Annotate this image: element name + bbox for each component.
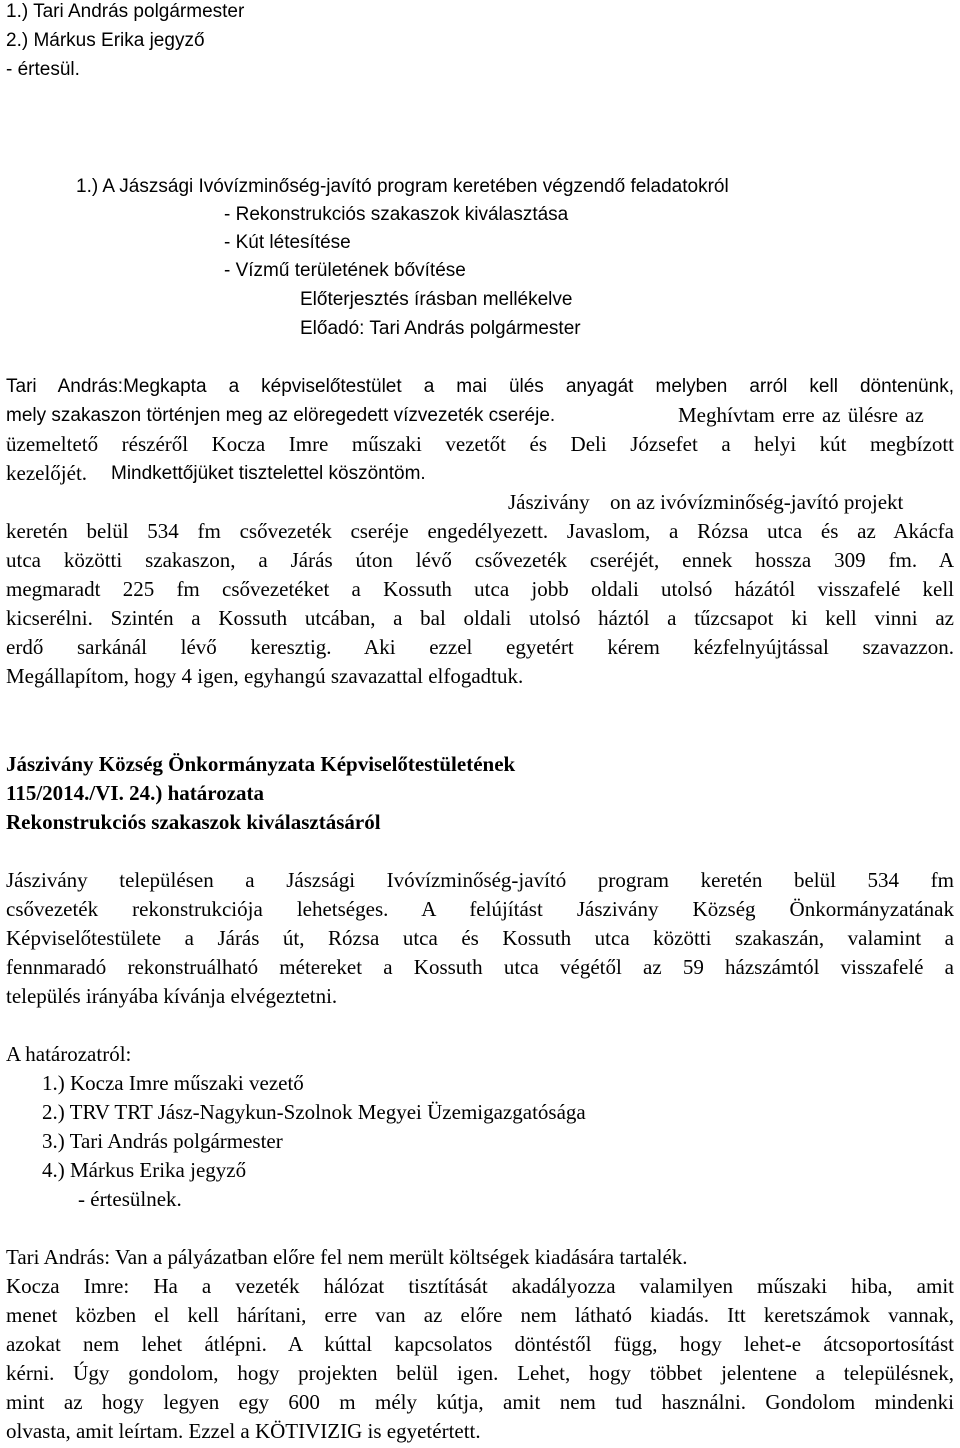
agenda-item: - Rekonstrukciós szakaszok kiválasztása — [224, 204, 569, 225]
agenda-item: - Vízmű területének bővítése — [224, 260, 466, 281]
speech-line: utca közötti szakaszon, a Járás úton lévő csővezeték cseréjét, ennek hossza 309 fm. A — [6, 548, 954, 572]
speech-line: mely szakaszon történjen meg az elöregedett vízvezeték cseréje. — [6, 405, 556, 426]
agenda-item: - Kút létesítése — [224, 232, 351, 253]
speech-line: megmaradt 225 fm csővezetéket a Kossuth utca jobb oldali utolsó házától visszafelé kell — [6, 577, 954, 601]
speech-line: Meghívtam erre az ülésre az — [678, 403, 924, 427]
discussion-line: Tari András: Van a pályázatban előre fel nem merült költségek kiadására tartalék. — [6, 1245, 688, 1269]
speech-line: Megállapítom, hogy 4 igen, egyhangú szavazattal elfogadtuk. — [6, 664, 524, 688]
notify-item: 4.) Márkus Erika jegyző — [42, 1158, 247, 1182]
speech-line: Mindkettőjüket tisztelettel köszöntöm. — [111, 463, 426, 484]
notify-item: 3.) Tari András polgármester — [42, 1129, 283, 1153]
agenda-title: 1.) A Jászsági Ivóvízminőség-javító program keretében végzendő feladatokról — [76, 176, 729, 197]
resolution-body-line: fennmaradó rekonstruálható métereket a Kossuth utca végétől az 59 házszámtól visszafelé a — [6, 955, 954, 979]
recipient-line: 1.) Tari András polgármester — [6, 1, 245, 22]
speech-line: erdő sarkánál lévő keresztig. Aki ezzel egyetért kérem kézfelnyújtással szavazzon. — [6, 635, 954, 659]
speech-line: Jászivány — [508, 490, 590, 514]
speech-line: on az ivóvízminőség-javító projekt — [610, 490, 904, 514]
resolution-body-line: Jászivány településen a Jászsági Ivóvízminőség-javító program keretén belül 534 fm — [6, 868, 954, 892]
agenda-submission: Előterjesztés írásban mellékelve — [300, 289, 573, 310]
resolution-body-line: település irányába kívánja elvégeztetni. — [6, 984, 338, 1008]
resolution-subject: Rekonstrukciós szakaszok kiválasztásáról — [6, 810, 381, 834]
resolution-body-line: Képviselőtestülete a Járás út, Rózsa utca és Kossuth utca közötti szakaszán, valamint a — [6, 926, 954, 950]
recipient-note: - értesül. — [6, 59, 80, 80]
discussion-line: kérni. Úgy gondolom, hogy projekten belül igen. Lehet, hogy többet jelentene a településnek, — [6, 1361, 954, 1385]
discussion-line: Kocza Imre: Ha a vezeték hálózat tisztítását akadályozza valamilyen műszaki hiba, amit — [6, 1274, 954, 1298]
discussion-line: azokat nem lehet átlépni. A kúttal kapcsolatos döntéstől függ, hogy lehet-e átcsoportosítást — [6, 1332, 954, 1356]
notify-item: 2.) TRV TRT Jász-Nagykun-Szolnok Megyei Üzemigazgatósága — [42, 1100, 586, 1124]
agenda-presenter: Előadó: Tari András polgármester — [300, 318, 581, 339]
discussion-line: menet közben el kell hárítani, erre van az előre nem látható kiadás. Itt keretszámok vannak, — [6, 1303, 954, 1327]
notify-item: 1.) Kocza Imre műszaki vezető — [42, 1071, 304, 1095]
resolution-number: 115/2014./VI. 24.) határozata — [6, 781, 265, 805]
resolution-heading: Jászivány Község Önkormányzata Képviselőtestületének — [6, 752, 516, 776]
speech-line: kezelőjét. — [6, 461, 88, 485]
speech-line: kicserélni. Szintén a Kossuth utcában, a bal oldali utolsó háztól a tűzcsapot ki kell vinni az — [6, 606, 954, 630]
speech-line: Tari András:Megkapta a képviselőtestület a mai ülés anyagát melyben arról kell döntenünk, — [6, 376, 954, 397]
notify-label: A határozatról: — [6, 1042, 132, 1066]
notify-note: - értesülnek. — [78, 1187, 182, 1211]
recipient-line: 2.) Márkus Erika jegyző — [6, 30, 205, 51]
discussion-line: olvasta, amit leírtam. Ezzel a KÖTIVIZIG is egyetértett. — [6, 1419, 481, 1443]
speech-line: üzemeltető részéről Kocza Imre műszaki vezetőt és Deli Józsefet a helyi kút megbízott — [6, 432, 954, 456]
resolution-body-line: csővezeték rekonstrukciója lehetséges. A felújítást Jászivány Község Önkormányzatának — [6, 897, 954, 921]
speech-line: keretén belül 534 fm csővezeték cseréje engedélyezett. Javaslom, a Rózsa utca és az Akácfa — [6, 519, 954, 543]
discussion-line: mint az hogy legyen egy 600 m mély kútja, amit nem tud használni. Gondolom mindenki — [6, 1390, 954, 1414]
